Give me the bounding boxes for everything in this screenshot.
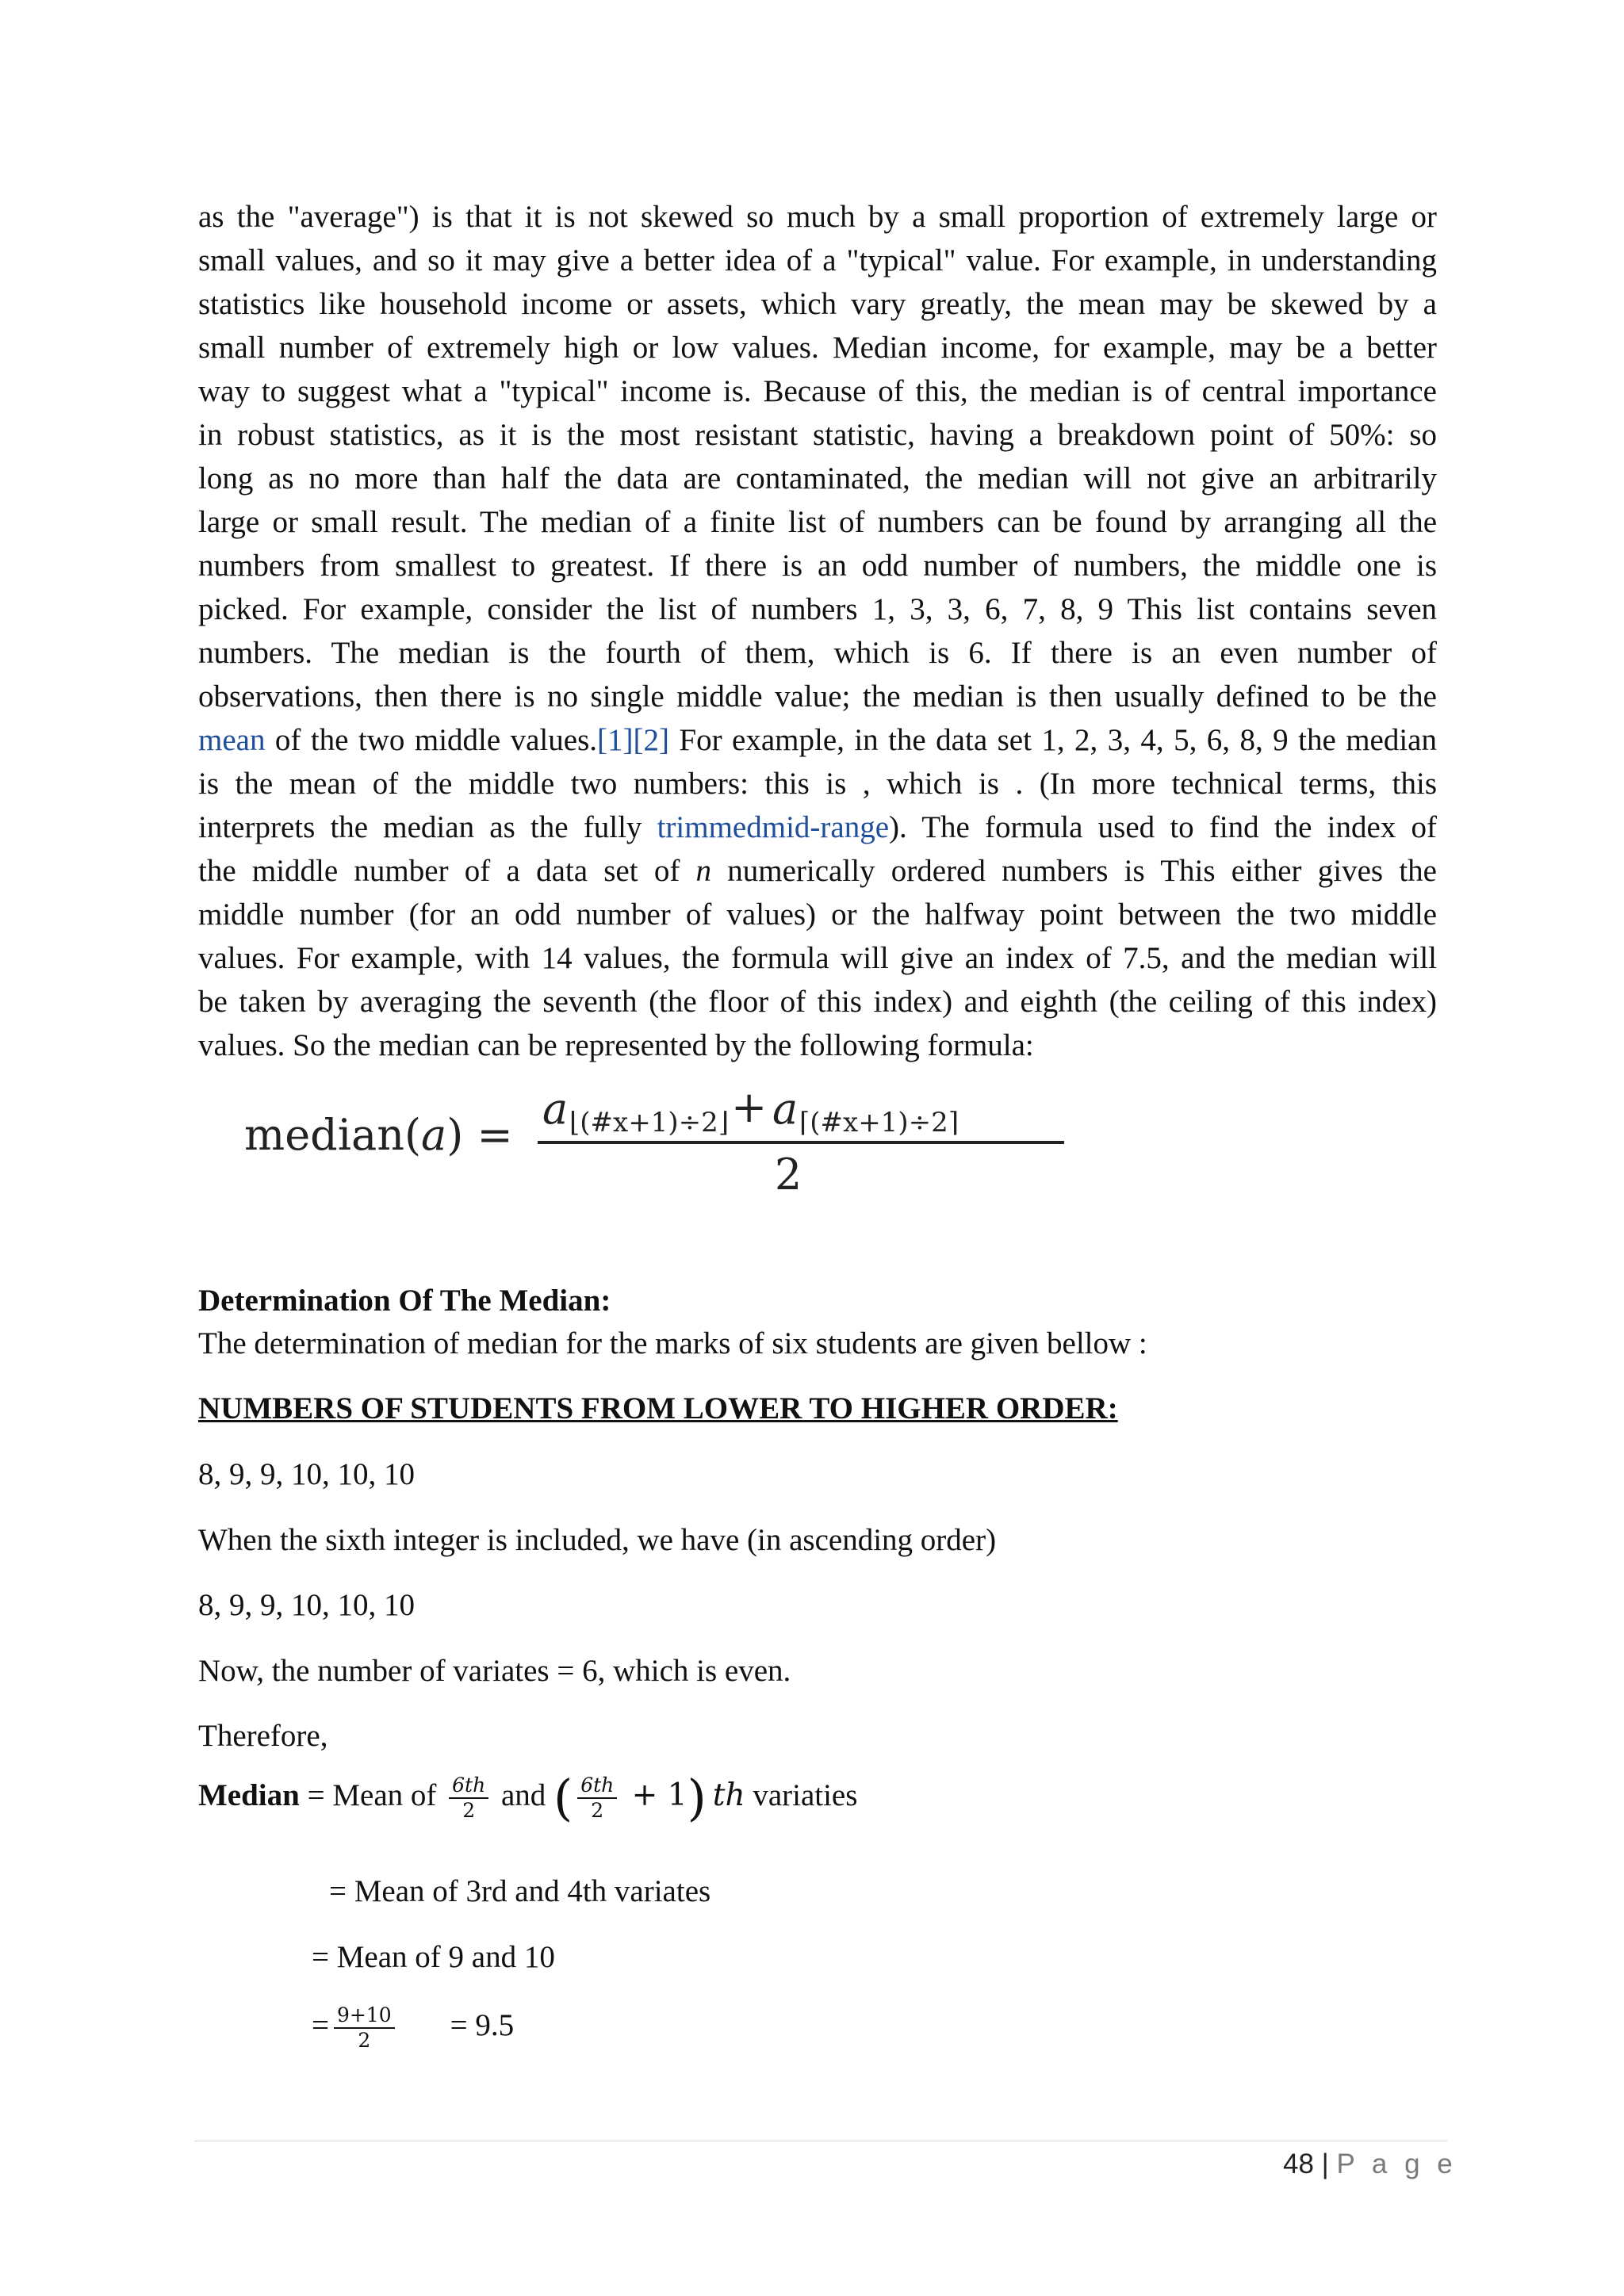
data-line-2: 8, 9, 9, 10, 10, 10 <box>198 1588 415 1622</box>
section-subheading: NUMBERS OF STUDENTS FROM LOWER TO HIGHER ORDER: <box>198 1391 1118 1425</box>
body-paragraph <box>198 195 1437 1067</box>
paragraph-line-1: as the "average") is that it is not skewed so much by a small proportion of extremely large or <box>198 200 1437 234</box>
step4-result: = 9.5 <box>450 2008 515 2042</box>
page-word: P a g e <box>1336 2149 1457 2179</box>
step4-equals: = <box>312 2008 329 2042</box>
link-trimmed-mid-range[interactable]: trimmedmid-range <box>657 810 889 844</box>
paragraph-line-20: values. So the median can be represented by the following formula: <box>198 1028 1034 1062</box>
link-references[interactable]: [1][2] <box>597 723 669 757</box>
formula-denominator: 2 <box>774 1150 802 1200</box>
paragraph-line-17: middle number (for an odd number of values) or the halfway point between the two middle <box>198 897 1437 932</box>
paragraph-line-4: small number of extremely high or low values. Median income, for example, may be a better <box>198 331 1437 365</box>
fraction-9plus10-over-2: $\frac{9+10}{2}$ <box>334 2003 395 2053</box>
link-mean[interactable]: mean <box>198 723 266 757</box>
formula-lhs: median(a) = <box>244 1110 513 1160</box>
open-paren: ( <box>553 1769 573 1827</box>
sixth-integer-note: When the sixth integer is included, we have (in ascending order) <box>198 1523 997 1557</box>
line15-text-a: interprets the median as the fully <box>198 810 657 844</box>
line15-text-b: ). The formula used to find the index of <box>889 810 1437 844</box>
median-step-4 <box>312 1998 514 2053</box>
page-footer <box>1283 2145 1457 2183</box>
fraction-6th-over-2-b: $\frac{6th}{2}$ <box>577 1774 617 1823</box>
paragraph-line-5: way to suggest what a "typical" income is. Because of this, the median is of central importance <box>198 374 1437 408</box>
median-equation <box>198 1768 858 1827</box>
close-paren: ) <box>687 1769 707 1827</box>
formula-plus: + <box>731 1082 768 1132</box>
section-intro: The determination of median for the marks of six students are given bellow : <box>198 1326 1147 1360</box>
formula-subscript-floor: ⌊(#x+1)÷2⌋ <box>569 1107 729 1138</box>
line13-text-b: For example, in the data set 1, 2, 3, 4, 5, 6, 8, 9 the median <box>668 723 1437 757</box>
footer-separator: | <box>1313 2149 1337 2179</box>
median-step-3: = Mean of 9 and 10 <box>312 1940 555 1974</box>
median-step-2: = Mean of 3rd and 4th variates <box>329 1874 711 1908</box>
paragraph-line-7: long as no more than half the data are contaminated, the median will not give an arbitrarily <box>198 461 1437 496</box>
paragraph-line-18: values. For example, with 14 values, the formula will give an index of 7.5, and the median will <box>198 941 1437 975</box>
paragraph-line-11: numbers. The median is the fourth of them, which is 6. If there is an even number of <box>198 636 1437 670</box>
plus-one: + 1 <box>622 1777 688 1813</box>
page-number: 48 <box>1283 2149 1314 2179</box>
therefore-text: Therefore, <box>198 1719 328 1753</box>
paragraph-line-16 <box>198 849 1437 893</box>
data-line-1: 8, 9, 9, 10, 10, 10 <box>198 1457 415 1491</box>
paragraph-line-12: observations, then there is no single middle value; the median is then usually defined to be the <box>198 679 1437 714</box>
paragraph-line-2: small values, and so it may give a better idea of a "typical" value. For example, in understanding <box>198 243 1437 277</box>
paragraph-line-9: numbers from smallest to greatest. If there is an odd number of numbers, the middle one is <box>198 549 1437 583</box>
median-eq-mean-of: = Mean of <box>299 1778 445 1812</box>
line16-text-b: numerically ordered numbers is This either gives the <box>711 854 1437 888</box>
median-formula-image <box>243 1074 1067 1201</box>
variaties-word: variaties <box>745 1778 858 1812</box>
paragraph-line-19: be taken by averaging the seventh (the floor of this index) and eighth (the ceiling of this index) <box>198 985 1437 1019</box>
paragraph-line-6: in robust statistics, as it is the most resistant statistic, having a breakdown point of 50%: so <box>198 418 1437 452</box>
paragraph-line-13 <box>198 718 1437 762</box>
paragraph-line-3: statistics like household income or assets, which vary greatly, the mean may be skewed by a <box>198 287 1437 321</box>
median-label: Median <box>198 1778 300 1812</box>
line13-text-a: of the two middle values. <box>265 723 598 757</box>
variable-n: n <box>695 854 712 888</box>
variates-note: Now, the number of variates = 6, which is even. <box>198 1654 791 1688</box>
paragraph-line-10: picked. For example, consider the list of numbers 1, 3, 3, 6, 7, 8, 9 This list contains seven <box>198 592 1437 626</box>
line16-text-a: the middle number of a data set of <box>198 854 696 888</box>
median-and: and <box>493 1778 553 1812</box>
section-heading: Determination Of The Median: <box>198 1284 611 1318</box>
th-suffix: th <box>712 1777 745 1813</box>
paragraph-line-14: is the mean of the middle two numbers: this is , which is . (In more technical terms, this <box>198 767 1437 801</box>
fraction-6th-over-2: $\frac{6th}{2}$ <box>449 1774 488 1823</box>
formula-subscript-ceil: ⌈(#x+1)÷2⌉ <box>799 1107 959 1138</box>
formula-term-a-1: a <box>542 1084 569 1134</box>
paragraph-line-8: large or small result. The median of a finite list of numbers can be found by arranging all the <box>198 505 1437 539</box>
paragraph-line-15 <box>198 806 1437 849</box>
formula-term-a-2: a <box>772 1084 799 1134</box>
